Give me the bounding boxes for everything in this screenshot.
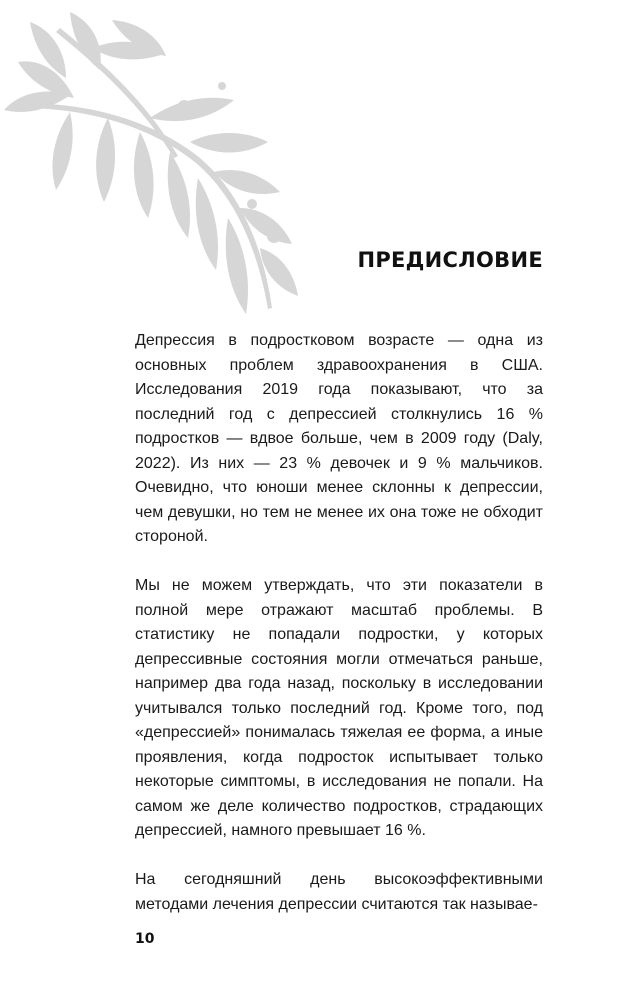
leafy-branch-icon	[0, 8, 320, 328]
paragraph: Мы не можем утверждать, что эти показатели в полной мере отражают масштаб проблемы. В статистику не попадали подростки, у которых депрессивные состояния могли отмечаться раньше, например два года назад, поскольку в исследовании учитывался только последний год. Кроме того, под «депрессией» понималась тяжелая ее форма, а иные проявления, когда подросток испытывает только некоторые симптомы, в исследования не попали. На самом же деле количество подростков, страдающих депрессией, намного превышает 16 %.	[135, 577, 543, 839]
page-number: 10	[135, 931, 155, 947]
chapter-title: ПРЕДИСЛОВИЕ	[357, 248, 543, 272]
body-text	[135, 329, 543, 917]
paragraph: На сегодняшний день высокоэффективными методами лечения депрессии считаются так называе-	[135, 871, 543, 913]
paragraph: Депрессия в подростковом возрасте — одна из основных проблем здравоохранения в США. Исследования 2019 года показывают, что за последний год с депрессией столкнулись 16 % подростков — вдвое больше, чем в 2009 году (Daly, 2022). Из них — 23 % девочек и 9 % мальчиков. Очевидно, что юноши менее склонны к депрессии, чем девушки, но тем не менее их она тоже не обходит стороной.	[135, 332, 543, 545]
